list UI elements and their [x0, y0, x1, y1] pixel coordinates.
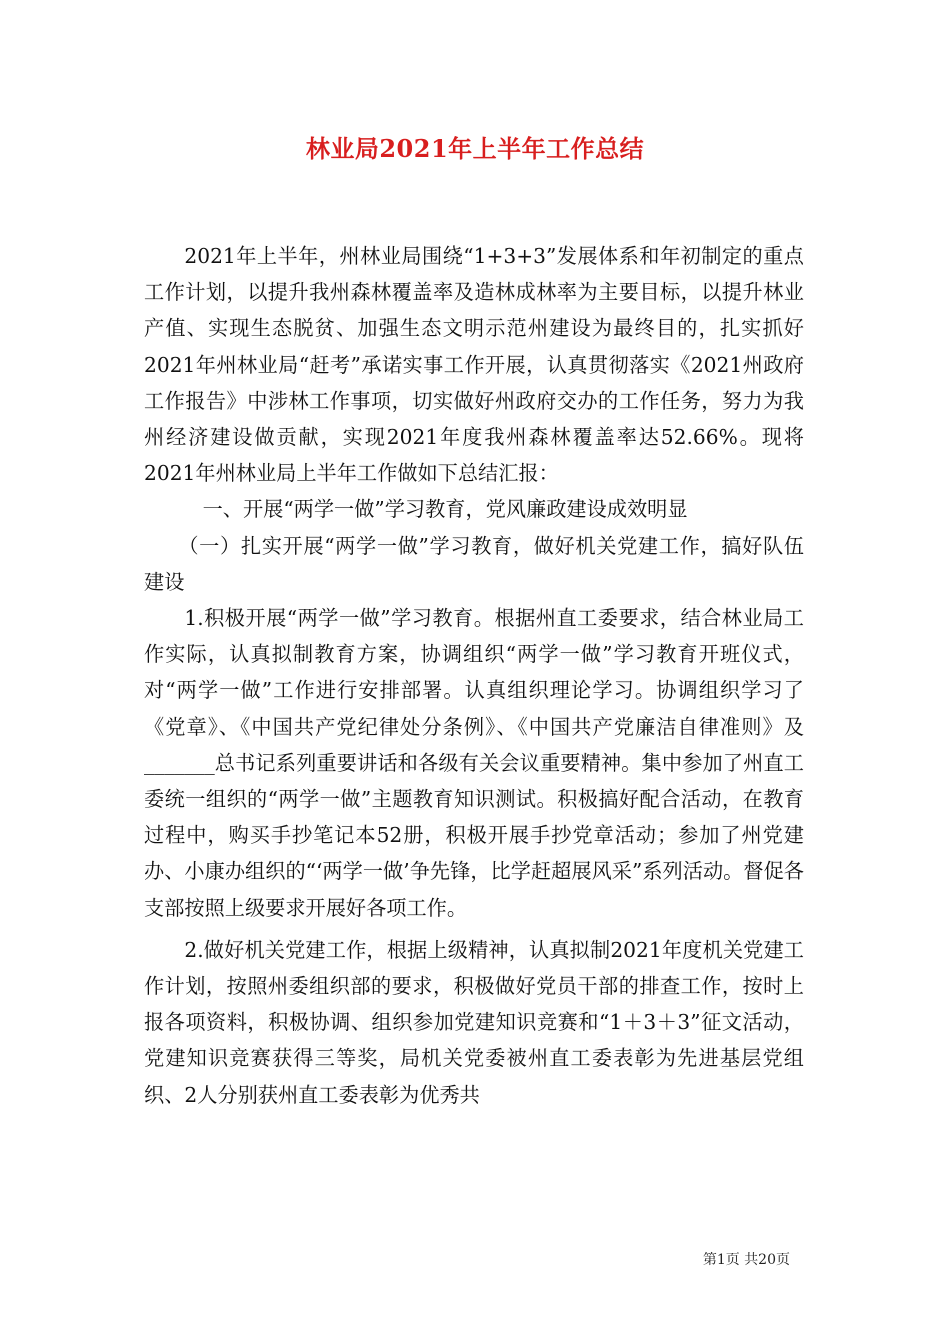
document-body — [144, 238, 804, 1113]
heading-section-1: 一、开展“两学一做”学习教育，党风廉政建设成效明显 — [202, 497, 688, 522]
heading-subsection-1: （一）扎实开展“两学一做”学习教育，做好机关党建工作，搞好队伍建设 — [144, 533, 804, 594]
paragraph-item-1: 1.积极开展“两学一做”学习教育。根据州直工委要求，结合林业局工作实际，认真拟制教育方案，协调组织“两学一做”学习教育开班仪式，对“两学一做”工作进行安排部署。认真组织理论学习。协调组织学习了《党章》、《中国共产党纪律处分条例》、《中国共产党廉洁自律准则》及_______总书记系列重要讲话和各级有关会议重要精神。集中参加了州直工委统一组织的“两学一做”主题教育知识测试。积极搞好配合活动，在教育过程中，购买手抄笔记本52册，积极开展手抄党章活动；参加了州党建办、小康办组织的“‘两学一做’争先锋，比学赶超展风采”系列活动。督促各支部按照上级要求开展好各项工作。 — [144, 606, 804, 920]
paragraph-intro: 2021年上半年，州林业局围绕“1+3+3”发展体系和年初制定的重点工作计划，以提升我州森林覆盖率及造林成林率为主要目标，以提升林业产值、实现生态脱贫、加强生态文明示范州建设为最终目的，扎实抓好2021年州林业局“赶考”承诺实事工作开展，认真贯彻落实《2021州政府工作报告》中涉林工作事项，切实做好州政府交办的工作任务，努力为我州经济建设做贡献，实现2021年度我州森林覆盖率达52.66%。现将2021年州林业局上半年工作做如下总结汇报： — [144, 244, 804, 486]
page-number: 第1页 共20页 — [702, 1252, 790, 1268]
document-title: 林业局2021年上半年工作总结 — [305, 134, 645, 163]
paragraph-item-2: 2.做好机关党建工作，根据上级精神，认真拟制2021年度机关党建工作计划，按照州委组织部的要求，积极做好党员干部的排查工作，按时上报各项资料，积极协调、组织参加党建知识竞赛和“1＋3＋3”征文活动，党建知识竞赛获得三等奖，局机关党委被州直工委表彰为先进基层党组织、2人分别获州直工委表彰为优秀共 — [144, 937, 804, 1107]
